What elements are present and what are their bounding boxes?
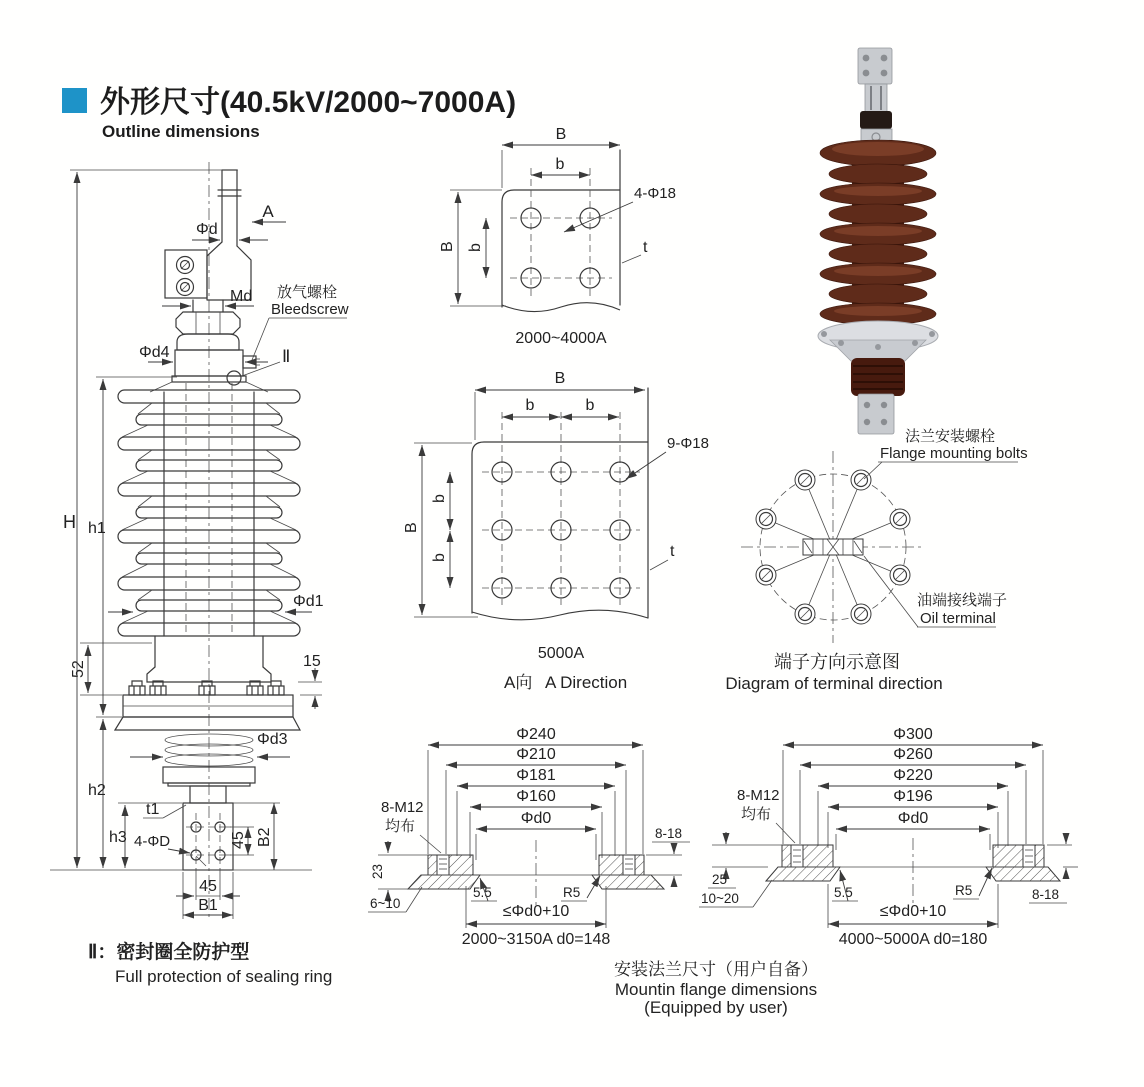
sealing-note-cn: Ⅱ：密封圈全防护型 (88, 942, 250, 963)
mf-large-r5: R5 (955, 883, 973, 898)
mounting-note-en1: Mountin flange dimensions (614, 980, 818, 999)
page-subtitle: Outline dimensions (102, 122, 260, 141)
mf-large-d0: Φd0 (897, 810, 929, 827)
mf-small-dmax: ≤Φd0+10 (502, 903, 570, 920)
terminal-diagram-caption-cn: 端子方向示意图 (774, 652, 900, 672)
flange9-B-top: B (554, 370, 566, 387)
flange9-holes-label: 9-Φ18 (667, 435, 709, 452)
mf-large-d260: Φ260 (893, 746, 933, 763)
flange9-t-label: t (670, 543, 675, 560)
mf-small-bolts1: 8-M12 (381, 799, 424, 816)
flange4-B-top: B (555, 126, 567, 143)
flange4-holes-label: 4-Φ18 (634, 185, 676, 202)
dim-52-label: 52 (70, 660, 87, 678)
flange4-b-top: b (555, 156, 565, 173)
four-phi-d-label: 4-ΦD (134, 833, 171, 850)
photo-black-cap (860, 111, 892, 129)
b1-label: B1 (198, 897, 218, 914)
mf-small-d0: Φd0 (520, 810, 552, 827)
flange4-caption: 2000~4000A (515, 330, 607, 347)
a-view-label: A (262, 202, 274, 221)
bushing-side-view (50, 162, 349, 986)
mf-small-23: 23 (370, 863, 385, 879)
flange-bolts-label-en: Flange mounting bolts (880, 445, 1028, 462)
flange4-t-label: t (643, 239, 648, 256)
flange9-B-left: B (403, 522, 420, 533)
flange4-B-left: B (439, 241, 456, 252)
mf-large-caption: 4000~5000A d0=180 (838, 931, 988, 948)
flange-bolts-label-cn: 法兰安装螺栓 (905, 428, 996, 445)
mf-small-caption: 2000~3150A d0=148 (461, 931, 611, 948)
mf-large-d300: Φ300 (893, 726, 933, 743)
mf-small-r5: R5 (563, 885, 581, 900)
terminal-diagram-caption-en: Diagram of terminal direction (725, 674, 943, 693)
mf-large-d196: Φ196 (893, 788, 933, 805)
mf-large-bolts2: 均布 (741, 806, 772, 823)
sealing-note-en: Full protection of sealing ring (115, 967, 333, 986)
dim-45h-label: 45 (199, 878, 217, 895)
title-block (62, 86, 516, 141)
mf-large-bolts1: 8-M12 (737, 787, 780, 804)
flange9-bl2: b (431, 553, 448, 562)
phi-d4-label: Φd4 (139, 344, 170, 361)
mf-large-1020: 10~20 (701, 891, 739, 906)
flange9-bl1: b (431, 494, 448, 503)
mounting-note (614, 960, 818, 1017)
a-direction-en: A Direction (545, 673, 628, 692)
dim-45v-label: 45 (230, 831, 247, 849)
bleedscrew-label-cn: 放气螺栓 (277, 284, 338, 301)
a-direction-cn: A向 (504, 673, 533, 692)
h2-label: h2 (88, 782, 106, 799)
page-title: 外形尺寸(40.5kV/2000~7000A) (100, 86, 517, 119)
mounting-flange-small (368, 726, 690, 948)
mf-large-25: 25 (712, 872, 728, 887)
bleedscrew-label-en: Bleedscrew (271, 301, 349, 318)
mf-small-55: 5.5 (473, 885, 492, 900)
mf-small-d181: Φ181 (516, 767, 556, 784)
photo-lower-porcelain (851, 358, 905, 396)
flange9-b1: b (525, 397, 535, 414)
oil-terminal-label-en: Oil terminal (920, 610, 996, 627)
flange-plate-5000 (403, 370, 709, 692)
md-label: Md (230, 288, 253, 305)
mounting-flange-large (699, 726, 1078, 948)
flange9-caption: 5000A (537, 645, 585, 662)
mf-small-bolts2: 均布 (385, 818, 416, 835)
mf-large-d220: Φ220 (893, 767, 933, 784)
mf-large-818: 8-18 (1032, 887, 1060, 902)
section-ii-label: Ⅱ (282, 347, 291, 366)
photo-top-terminal (858, 48, 892, 84)
terminal-direction-diagram (725, 428, 1027, 693)
h-label: H (63, 512, 76, 532)
flange-bolts (129, 681, 284, 695)
mf-small-818: 8-18 (655, 826, 683, 841)
mounting-note-en2: (Equipped by user) (644, 998, 788, 1017)
photo-sheds (820, 140, 936, 325)
h3-label: h3 (109, 829, 127, 846)
photo-bottom-terminal (858, 394, 894, 434)
mf-small-610: 6~10 (370, 896, 401, 911)
product-photo (818, 48, 938, 434)
b2-label: B2 (256, 827, 273, 847)
mf-small-d210: Φ210 (516, 746, 556, 763)
phi-d3-label: Φd3 (257, 731, 288, 748)
t1-label: t1 (146, 801, 160, 818)
oil-terminal-label-cn: 油端接线端子 (917, 592, 1008, 609)
flange9-b2: b (585, 397, 595, 414)
dim-15-label: 15 (303, 653, 321, 670)
phi-d1-label: Φd1 (293, 593, 324, 610)
mf-small-d240: Φ240 (516, 726, 556, 743)
oil-terminal (803, 539, 863, 555)
flange-plate-2000-4000 (439, 126, 676, 347)
mounting-note-cn: 安装法兰尺寸（用户自备） (614, 960, 818, 979)
phi-d-label: Φd (196, 221, 218, 238)
mf-small-d160: Φ160 (516, 788, 556, 805)
mf-large-55: 5.5 (834, 885, 853, 900)
title-accent-square (62, 88, 87, 113)
h1-label: h1 (88, 520, 106, 537)
mf-large-dmax: ≤Φd0+10 (879, 903, 947, 920)
flange4-b-left: b (467, 243, 484, 252)
